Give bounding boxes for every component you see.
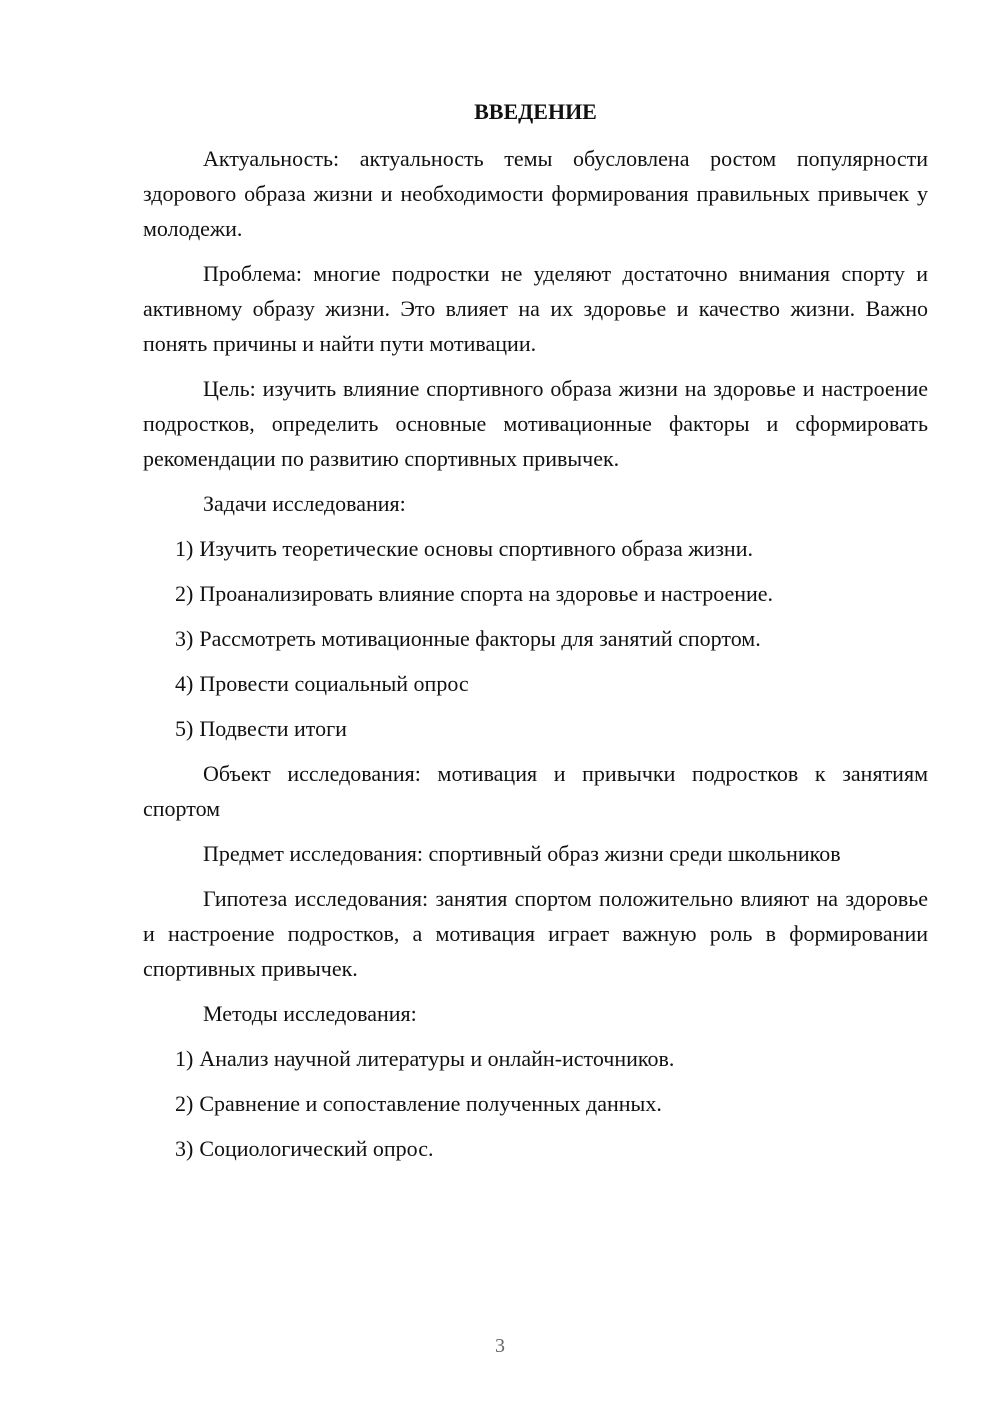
list-item: [143, 621, 928, 656]
object-paragraph: Объект исследования: мотивация и привычки подростков к занятиям спортом: [143, 761, 928, 821]
subject-paragraph: Предмет исследования: спортивный образ жизни среди школьников: [203, 841, 841, 866]
document-body: [143, 94, 928, 1176]
tasks-heading: Задачи исследования:: [203, 491, 406, 516]
list-item-text: Подвести итоги: [199, 716, 347, 741]
list-item-number: 1): [175, 536, 194, 561]
list-item: [143, 1086, 928, 1121]
page-number: 3: [495, 1335, 505, 1357]
list-item-number: 5): [175, 716, 194, 741]
list-item: [143, 576, 928, 611]
list-item: [143, 531, 928, 566]
goal-paragraph: Цель: изучить влияние спортивного образа жизни на здоровье и настроение подростков, определить основные мотивационные факторы и сформировать рекомендации по развитию спортивных привычек.: [143, 376, 928, 471]
list-item-number: 4): [175, 671, 194, 696]
list-item: [143, 1041, 928, 1076]
list-item-number: 3): [175, 626, 194, 651]
list-item-text: Рассмотреть мотивационные факторы для занятий спортом.: [199, 626, 761, 651]
list-item: [143, 711, 928, 746]
list-item-number: 2): [175, 1091, 194, 1116]
list-item-number: 3): [175, 1136, 194, 1161]
list-item-number: 1): [175, 1046, 194, 1071]
list-item: [143, 1131, 928, 1166]
page-title: ВВЕДЕНИЕ: [474, 99, 597, 124]
list-item: [143, 666, 928, 701]
methods-heading: Методы исследования:: [203, 1001, 417, 1026]
list-item-text: Анализ научной литературы и онлайн-источников.: [199, 1046, 675, 1071]
list-item-text: Социологический опрос.: [199, 1136, 434, 1161]
relevance-paragraph: Актуальность: актуальность темы обусловлена ростом популярности здорового образа жизни и необходимости формирования правильных привычек у молодежи.: [143, 146, 928, 241]
tasks-list: [143, 531, 928, 746]
list-item-text: Изучить теоретические основы спортивного образа жизни.: [199, 536, 753, 561]
list-item-text: Сравнение и сопоставление полученных данных.: [199, 1091, 662, 1116]
problem-paragraph: Проблема: многие подростки не уделяют достаточно внимания спорту и активному образу жизни. Это влияет на их здоровье и качество жизни. Важно понять причины и найти пути мотивации.: [143, 261, 928, 356]
methods-list: [143, 1041, 928, 1166]
list-item-text: Провести социальный опрос: [199, 671, 469, 696]
list-item-text: Проанализировать влияние спорта на здоровье и настроение.: [199, 581, 774, 606]
list-item-number: 2): [175, 581, 194, 606]
hypothesis-paragraph: Гипотеза исследования: занятия спортом положительно влияют на здоровье и настроение подростков, а мотивация играет важную роль в формировании спортивных привычек.: [143, 886, 928, 981]
